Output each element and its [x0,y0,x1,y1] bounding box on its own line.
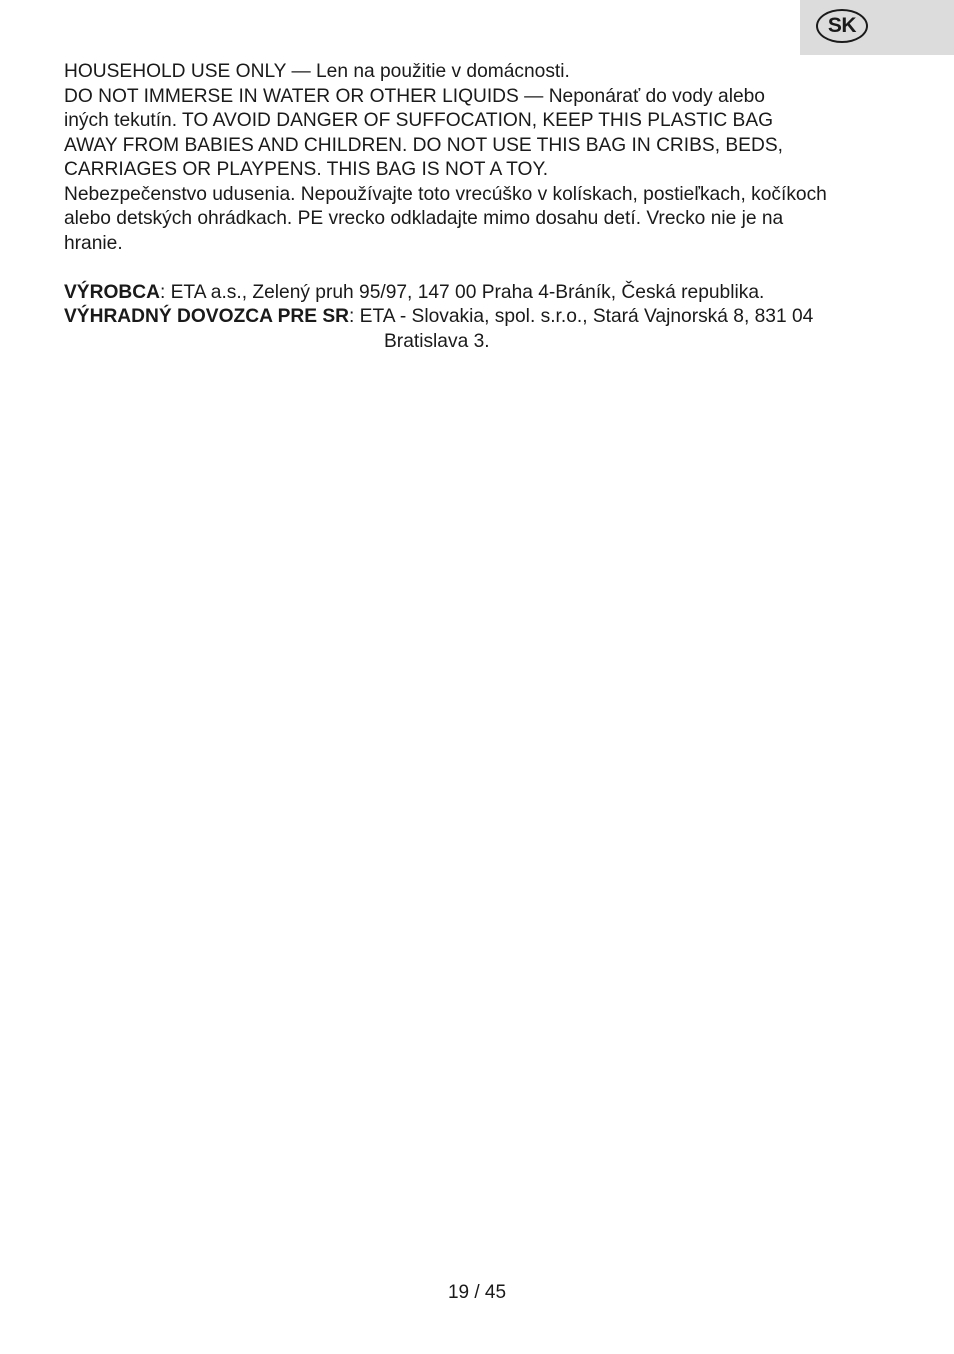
language-tab [800,0,954,55]
warning-sk-line-1: Nebezpečenstvo udusenia. Nepoužívajte toto vrecúško v kolískach, postieľkach, kočíkoch [64,183,827,205]
importer-value: : ETA - Slovakia, spol. s.r.o., Stará Vajnorská 8, 831 04 [349,306,814,327]
language-badge: SK [816,9,868,43]
page-number: 19 / 45 [447,1282,507,1303]
household-use-line: HOUSEHOLD USE ONLY — Len na použitie v domácnosti. [64,61,570,82]
manufacturer-value: : ETA a.s., Zelený pruh 95/97, 147 00 Praha 4-Bráník, Česká republika. [159,281,765,303]
manufacturer-label: VÝROBCA [64,281,160,303]
warning-line-4: CARRIAGES OR PLAYPENS. THIS BAG IS NOT A TOY. [64,159,549,180]
importer-line-2: Bratislava 3. [384,330,490,352]
warning-line-1: DO NOT IMMERSE IN WATER OR OTHER LIQUIDS — Neponárať do vody alebo [64,85,765,107]
warning-sk-line-3: hranie. [64,232,123,254]
warning-sk-line-2: alebo detských ohrádkach. PE vrecko odkladajte mimo dosahu detí. Vrecko nie je na [64,208,784,229]
importer-label: VÝHRADNÝ DOVOZCA PRE SR [64,306,350,327]
warning-line-2: iných tekutín. TO AVOID DANGER OF SUFFOCATION, KEEP THIS PLASTIC BAG [64,110,774,131]
importer-line [64,305,894,330]
manufacturer-line [64,281,894,306]
paragraph-spacer [64,256,894,281]
warning-line-3: AWAY FROM BABIES AND CHILDREN. DO NOT USE THIS BAG IN CRIBS, BEDS, [64,134,783,156]
document-body [64,60,894,354]
